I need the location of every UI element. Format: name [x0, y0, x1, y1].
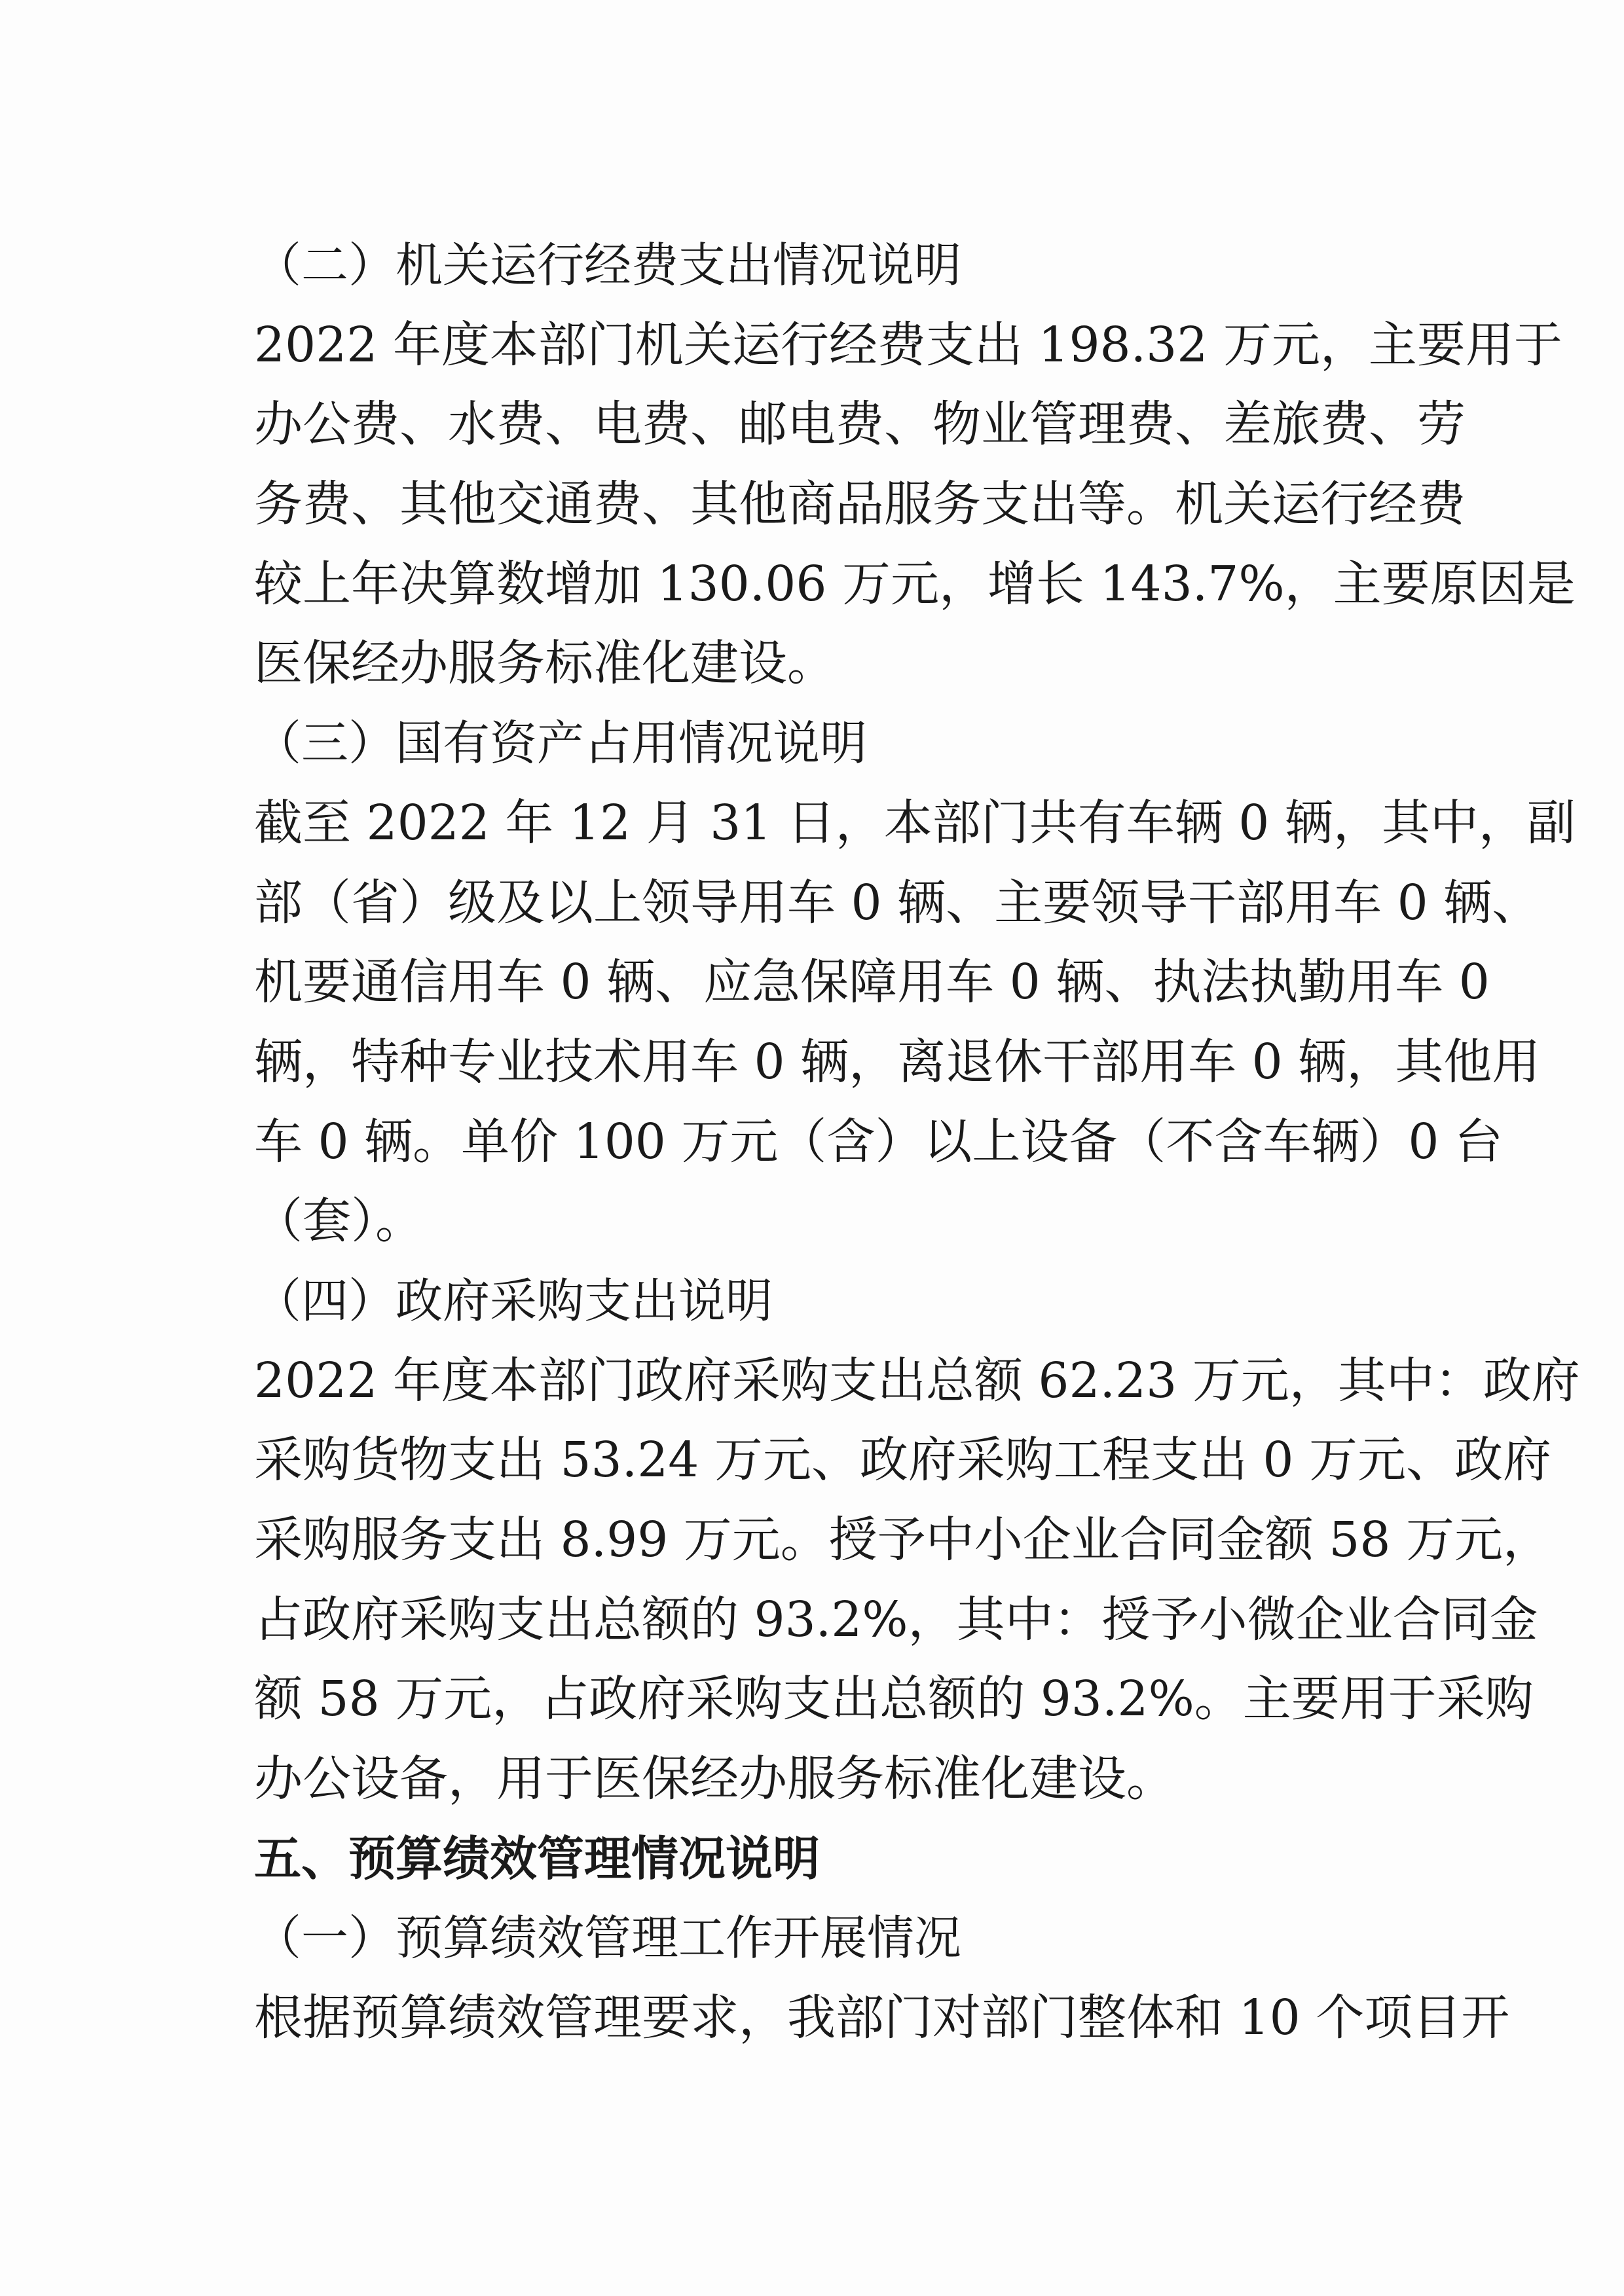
paragraph-line: 务费、其他交通费、其他商品服务支出等。机关运行经费 — [254, 476, 1466, 533]
section-heading-5-1: （一）预算绩效管理工作开展情况 — [254, 1910, 962, 1966]
paragraph-line: 辆，特种专业技术用车 0 辆，离退休干部用车 0 辆，其他用 — [254, 1033, 1541, 1090]
paragraph-line: 部（省）级及以上领导用车 0 辆、主要领导干部用车 0 辆、 — [254, 874, 1541, 931]
paragraph-line: 2022 年度本部门政府采购支出总额 62.23 万元，其中：政府 — [254, 1352, 1580, 1409]
paragraph-line: 占政府采购支出总额的 93.2%，其中：授予小微企业合同金 — [254, 1591, 1538, 1648]
paragraph-line: 根据预算绩效管理要求，我部门对部门整体和 10 个项目开 — [254, 1990, 1510, 2047]
paragraph-line: 车 0 辆。单价 100 万元（含）以上设备（不含车辆）0 台 — [254, 1113, 1504, 1170]
chapter-heading-5: 五、预算绩效管理情况说明 — [254, 1831, 821, 1886]
paragraph-line: 机要通信用车 0 辆、应急保障用车 0 辆、执法执勤用车 0 — [254, 954, 1490, 1011]
paragraph-line: 较上年决算数增加 130.06 万元，增长 143.7%，主要原因是 — [254, 555, 1576, 612]
paragraph-line: 截至 2022 年 12 月 31 日，本部门共有车辆 0 辆，其中，副 — [254, 794, 1576, 851]
section-heading-2: （二）机关运行经费支出情况说明 — [254, 238, 962, 293]
section-heading-4: （四）政府采购支出说明 — [254, 1273, 773, 1328]
paragraph-line: 采购货物支出 53.24 万元、政府采购工程支出 0 万元、政府 — [254, 1432, 1552, 1489]
paragraph-line: 医保经办服务标准化建设。 — [254, 635, 836, 692]
paragraph-line: 采购服务支出 8.99 万元。授予中小企业合同金额 58 万元， — [254, 1512, 1552, 1568]
document-body — [254, 226, 1580, 2058]
paragraph-line: 办公设备，用于医保经办服务标准化建设。 — [254, 1751, 1175, 1808]
paragraph-line: 额 58 万元，占政府采购支出总额的 93.2%。主要用于采购 — [254, 1671, 1534, 1728]
section-heading-3: （三）国有资产占用情况说明 — [254, 716, 868, 771]
paragraph-line: 2022 年度本部门机关运行经费支出 198.32 万元，主要用于 — [254, 316, 1562, 373]
paragraph-line: （套）。 — [254, 1193, 424, 1250]
paragraph-line: 办公费、水费、电费、邮电费、物业管理费、差旅费、劳 — [254, 396, 1466, 453]
